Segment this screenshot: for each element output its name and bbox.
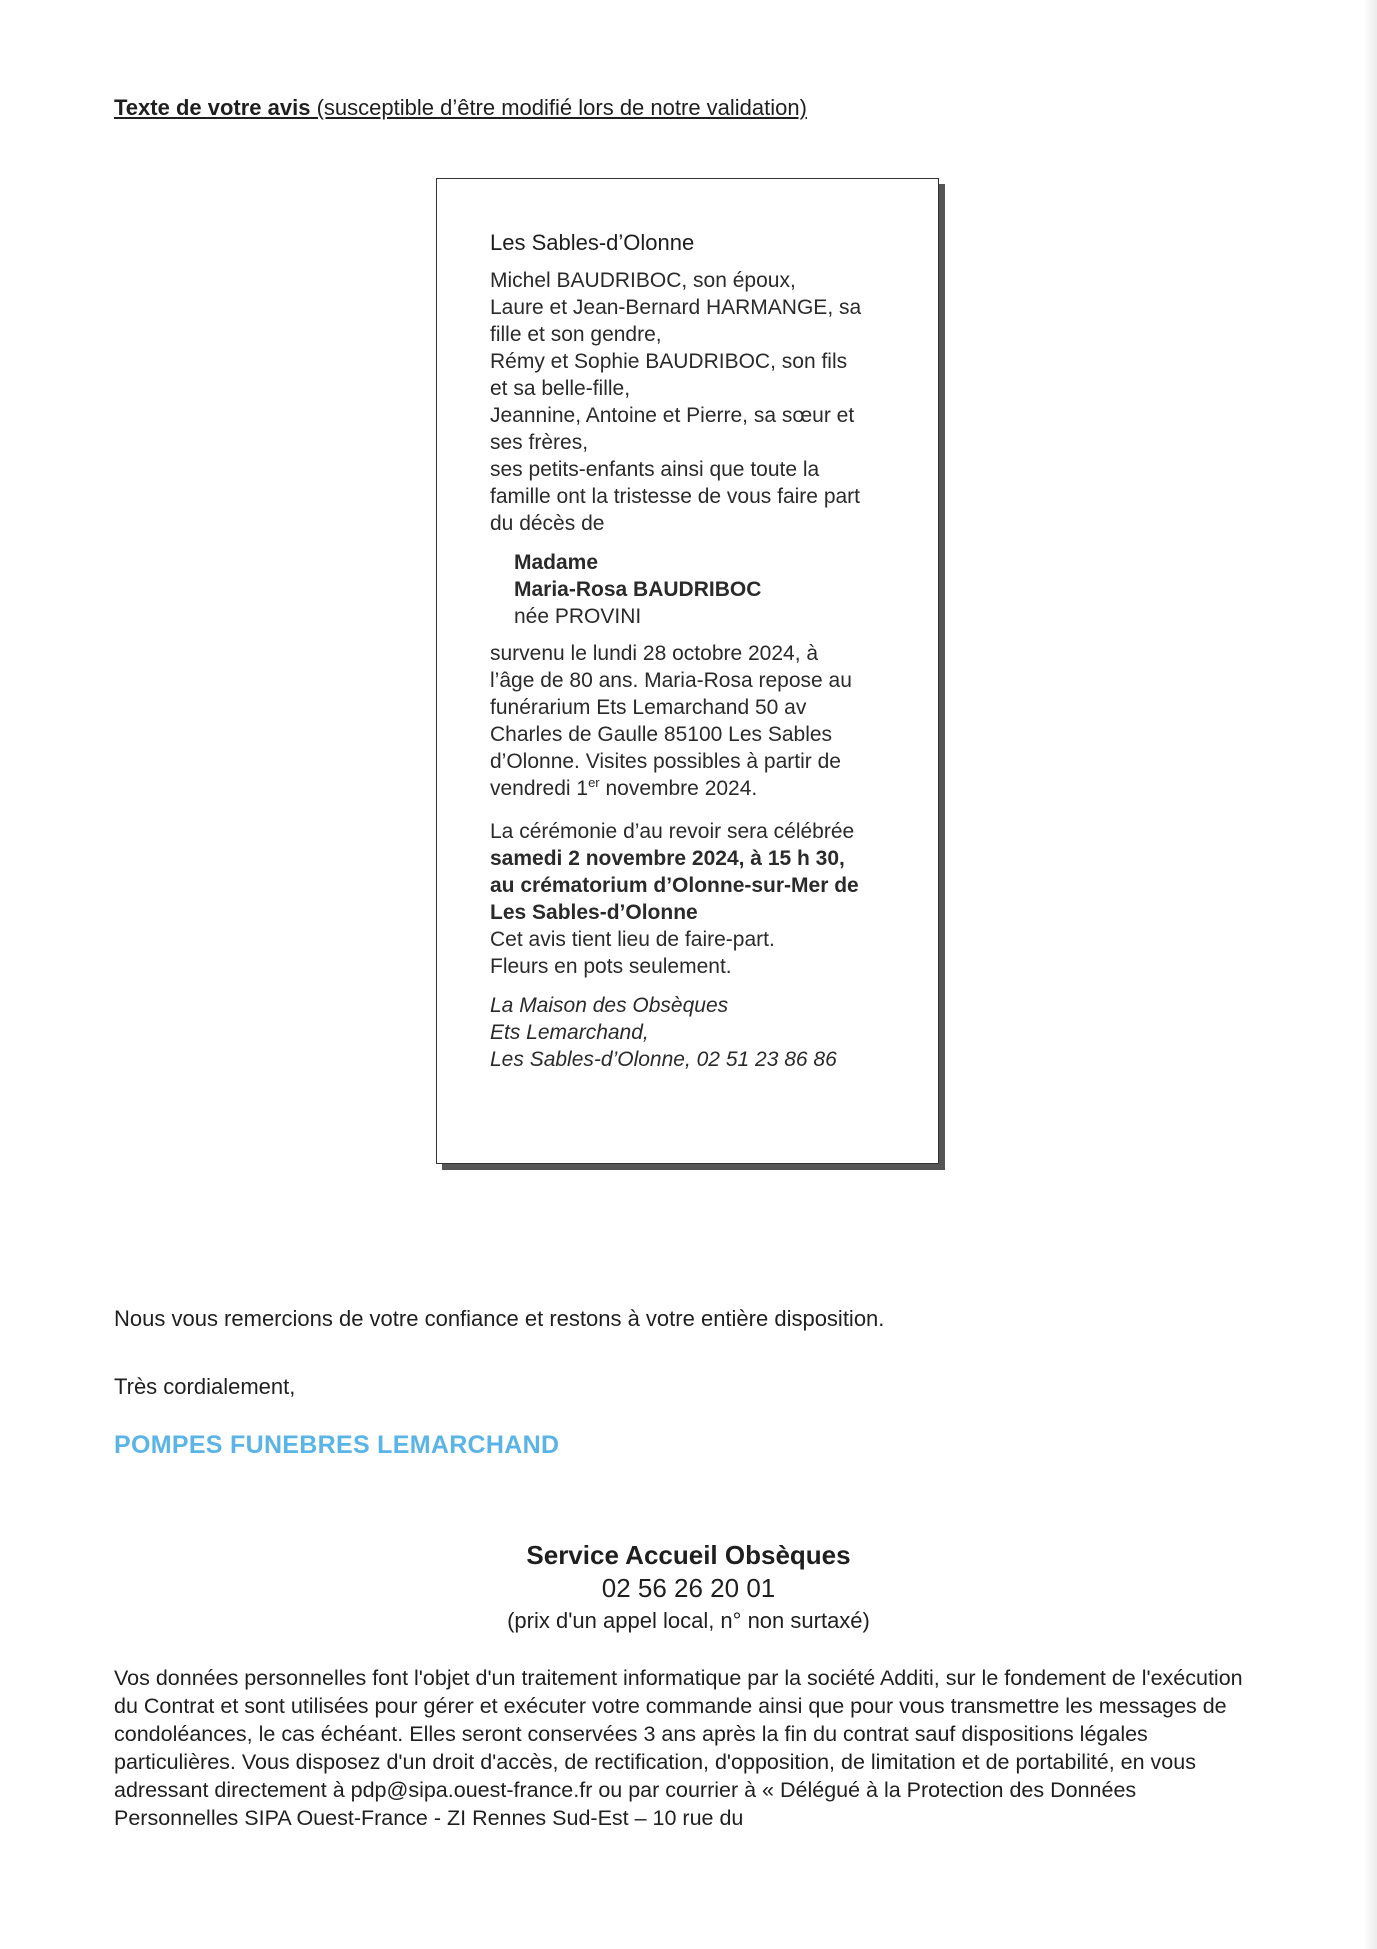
thanks-text: Nous vous remercions de votre confiance et restons à votre entière disposition. (114, 1306, 885, 1331)
family-line: Jeannine, Antoine et Pierre, sa sœur et (490, 404, 855, 427)
family-line: du décès de (490, 512, 605, 535)
deceased-title: Madame (514, 551, 599, 574)
page-edge-shadow (1363, 0, 1377, 1949)
details-line: Charles de Gaulle 85100 Les Sables (490, 723, 833, 746)
funeral-home-line: Ets Lemarchand, (490, 1021, 649, 1044)
details-line: d’Olonne. Visites possibles à partir de (490, 750, 841, 773)
details-line: l’âge de 80 ans. Maria-Rosa repose au (490, 669, 852, 692)
ceremony-detail: Les Sables-d’Olonne (490, 901, 698, 924)
regards-text: Très cordialement, (114, 1374, 296, 1399)
family-line: Rémy et Sophie BAUDRIBOC, son fils (490, 350, 848, 373)
deceased-maiden-name: née PROVINI (514, 605, 642, 628)
ceremony-intro: La cérémonie d’au revoir sera célébrée (490, 820, 855, 843)
family-line: famille ont la tristesse de vous faire part (490, 485, 861, 508)
visit-end-text: vendredi 1 (490, 777, 589, 800)
family-line: ses frères, (490, 431, 589, 454)
notice-heading-bold: Texte de votre avis (114, 95, 311, 120)
visit-end-superscript: er (588, 775, 600, 790)
service-phone: 02 56 26 20 01 (601, 1573, 776, 1603)
funeral-home-line: Les Sables-d’Olonne, 02 51 23 86 86 (490, 1048, 837, 1071)
notice-heading-note: (susceptible d’être modifié lors de notre validation) (310, 95, 807, 120)
family-line: ses petits-enfants ainsi que toute la (490, 458, 820, 481)
service-note: (prix d'un appel local, n° non surtaxé) (507, 1608, 870, 1633)
details-line (490, 775, 910, 802)
closing-line: Fleurs en pots seulement. (490, 955, 732, 978)
details-line: survenu le lundi 28 octobre 2024, à (490, 642, 819, 665)
obituary-notice-text (490, 229, 910, 1073)
family-line: Michel BAUDRIBOC, son époux, (490, 269, 796, 292)
ceremony-detail: au crématorium d’Olonne-sur-Mer de (490, 874, 859, 897)
family-line: Laure et Jean-Bernard HARMANGE, sa (490, 296, 862, 319)
deceased-name-block (514, 549, 910, 630)
closing-line: Cet avis tient lieu de faire-part. (490, 928, 775, 951)
obituary-notice-box (436, 178, 939, 1164)
privacy-notice: Vos données personnelles font l'objet d'un traitement informatique par la société Additi, sur le fondement de l'exécution du Contrat et sont utilisées pour gérer et exécuter votre commande ainsi que pour vous transmettre les messages de condoléances, le cas échéant. Elles seront conservées 3 ans après la fin du contrat sauf dispositions légales particulières. Vous disposez d'un droit d'accès, de rectification, d'opposition, de limitation et de portabilité, en vous adressant directement à pdp@sipa.ouest-france.fr ou par courrier à « Délégué à la Protection des Données Personnelles SIPA Ouest-France - ZI Rennes Sud-Est – 10 rue du (114, 1666, 1243, 1830)
family-line: et sa belle-fille, (490, 377, 631, 400)
details-line: funérarium Ets Lemarchand 50 av (490, 696, 807, 719)
funeral-home-line: La Maison des Obsèques (490, 994, 729, 1017)
visit-end-date: novembre 2024. (599, 777, 758, 800)
family-line: fille et son gendre, (490, 323, 662, 346)
service-title: Service Accueil Obsèques (526, 1540, 851, 1570)
deceased-name: Maria-Rosa BAUDRIBOC (514, 578, 762, 601)
notice-heading (114, 95, 807, 121)
company-signature: POMPES FUNEBRES LEMARCHAND (114, 1431, 560, 1459)
ceremony-detail: samedi 2 novembre 2024, à 15 h 30, (490, 847, 845, 870)
notice-town: Les Sables-d’Olonne (490, 230, 695, 255)
